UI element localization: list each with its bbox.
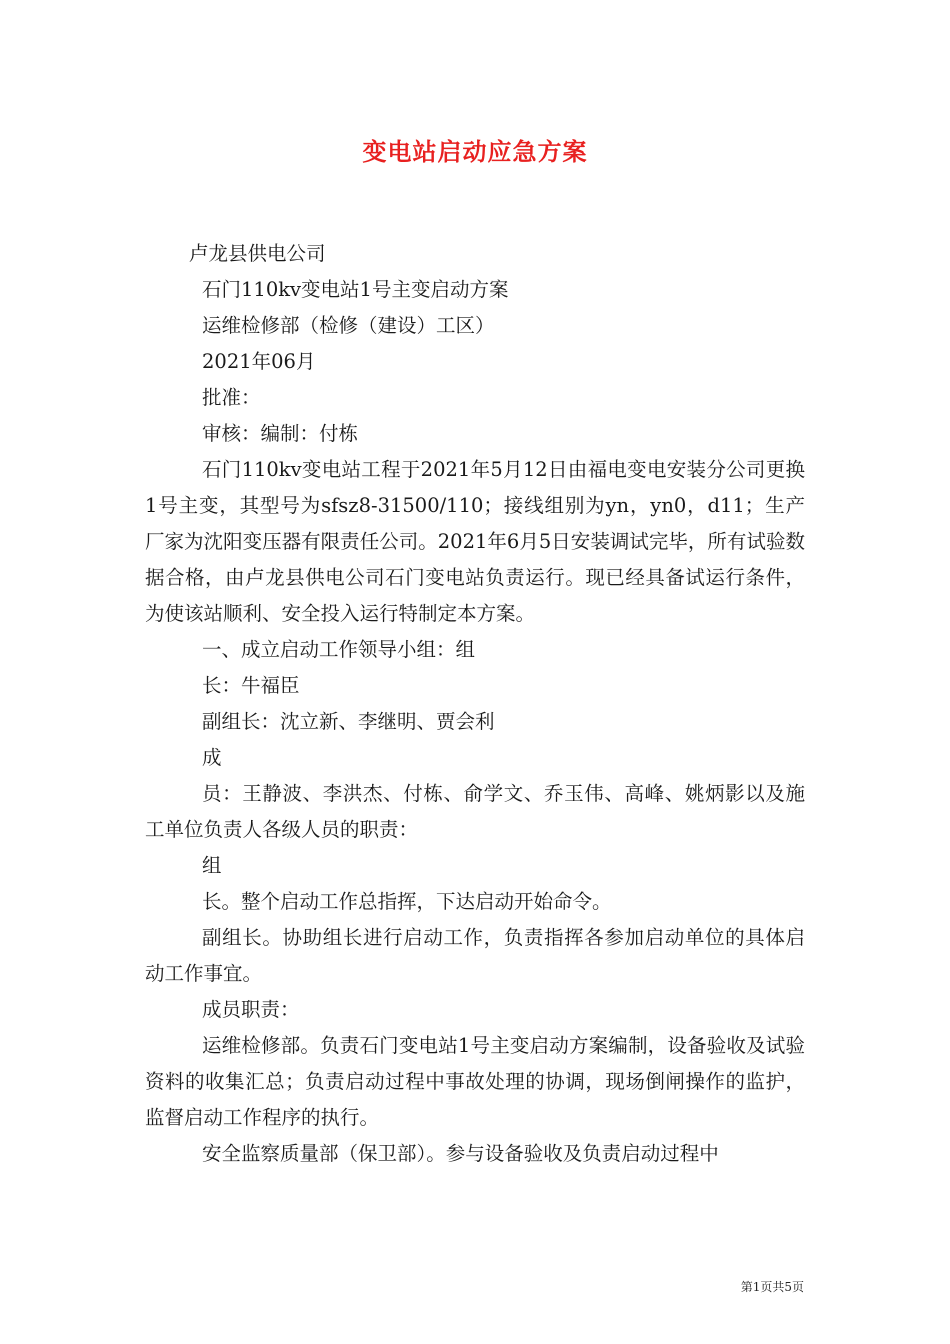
plan-name: 石门110kv变电站1号主变启动方案 (202, 278, 509, 301)
document-body (145, 236, 805, 1172)
org-name: 卢龙县供电公司 (189, 242, 326, 265)
date-line: 2021年06月 (202, 350, 316, 373)
document-title: 变电站启动应急方案 (362, 137, 588, 166)
members-paragraph: 员：王静波、李洪杰、付栋、俞学文、乔玉伟、高峰、姚炳影以及施工单位负责人各级人员的职责： (145, 782, 805, 841)
member-duty-heading: 成员职责： (202, 998, 300, 1021)
safety-paragraph: 安全监察质量部（保卫部）。参与设备验收及负责启动过程中 (202, 1142, 719, 1165)
member-label-line: 成 (202, 746, 222, 769)
duty-leader-label: 组 (202, 854, 222, 877)
leader-line: 长：牛福臣 (202, 674, 300, 697)
duty-leader-line: 长。整个启动工作总指挥，下达启动开始命令。 (202, 890, 612, 913)
vice-leader-line: 副组长：沈立新、李继明、贾会利 (202, 710, 495, 733)
intro-paragraph: 石门110kv变电站工程于2021年5月12日由福电变电安装分公司更换1号主变，其型号为sfsz8-31500/110；接线组别为yn，yn0，d11；生产厂家为沈阳变压器有限责任公司。2021年6月5日安装调试完毕，所有试验数据合格，由卢龙县供电公司石门变电站负责运行。现已经具备试运行条件，为使该站顺利、安全投入运行特制定本方案。 (145, 458, 805, 625)
approval-line: 批准： (202, 386, 261, 409)
ops-paragraph: 运维检修部。负责石门变电站1号主变启动方案编制，设备验收及试验资料的收集汇总；负责启动过程中事故处理的协调，现场倒闸操作的监护，监督启动工作程序的执行。 (145, 1034, 805, 1129)
review-line: 审核：编制：付栋 (202, 422, 359, 445)
department: 运维检修部（检修（建设）工区） (202, 314, 495, 337)
section1-heading: 一、成立启动工作领导小组：组 (202, 638, 476, 661)
page-number: 第1页共5页 (740, 1280, 804, 1294)
vice-leader-paragraph: 副组长。协助组长进行启动工作，负责指挥各参加启动单位的具体启动工作事宜。 (145, 926, 805, 985)
